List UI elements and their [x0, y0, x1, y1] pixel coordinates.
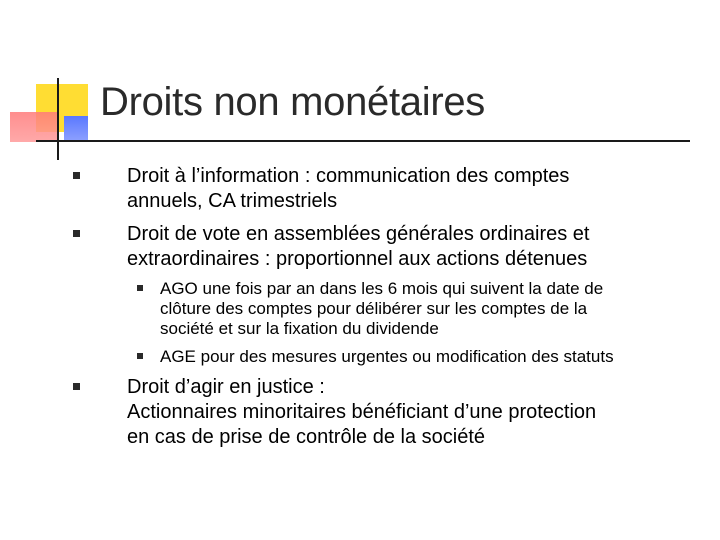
sub-bullet-ago	[160, 279, 705, 339]
square-bullet-icon	[73, 230, 80, 237]
bullet-text-line: AGE pour des mesures urgentes ou modification des statuts	[160, 347, 614, 366]
bullet-information-right	[127, 164, 702, 214]
bullet-text-line: AGO une fois par an dans les 6 mois qui suivent la date de	[160, 279, 604, 298]
bullet-text-line: annuels, CA trimestriels	[127, 190, 338, 212]
decorative-red-rectangle	[10, 112, 58, 142]
sub-bullet-age	[160, 347, 705, 367]
bullet-text-line: Actionnaires minoritaires bénéficiant d’une protection	[127, 401, 597, 423]
bullet-voting-right	[127, 222, 702, 272]
decorative-blue-square	[64, 116, 88, 142]
bullet-text-line: clôture des comptes pour délibérer sur les comptes de la	[160, 299, 588, 318]
title-underline-rule	[36, 140, 690, 142]
bullet-text-line: société et sur la fixation du dividende	[160, 319, 439, 338]
bullet-legal-action-right	[127, 375, 702, 450]
bullet-text-line: Droit à l’information : communication des comptes	[127, 165, 570, 187]
bullet-text-line: Droit de vote en assemblées générales ordinaires et	[127, 223, 590, 245]
square-bullet-icon	[73, 172, 80, 179]
bullet-text-line: Droit d’agir en justice :	[127, 376, 325, 398]
square-bullet-icon	[137, 353, 143, 359]
slide-title: Droits non monétaires	[100, 80, 485, 124]
bullet-text-line: extraordinaires : proportionnel aux actions détenues	[127, 248, 588, 270]
square-bullet-icon	[137, 285, 143, 291]
bullet-text-line: en cas de prise de contrôle de la société	[127, 426, 485, 448]
square-bullet-icon	[73, 383, 80, 390]
decorative-vertical-rule	[57, 78, 59, 160]
